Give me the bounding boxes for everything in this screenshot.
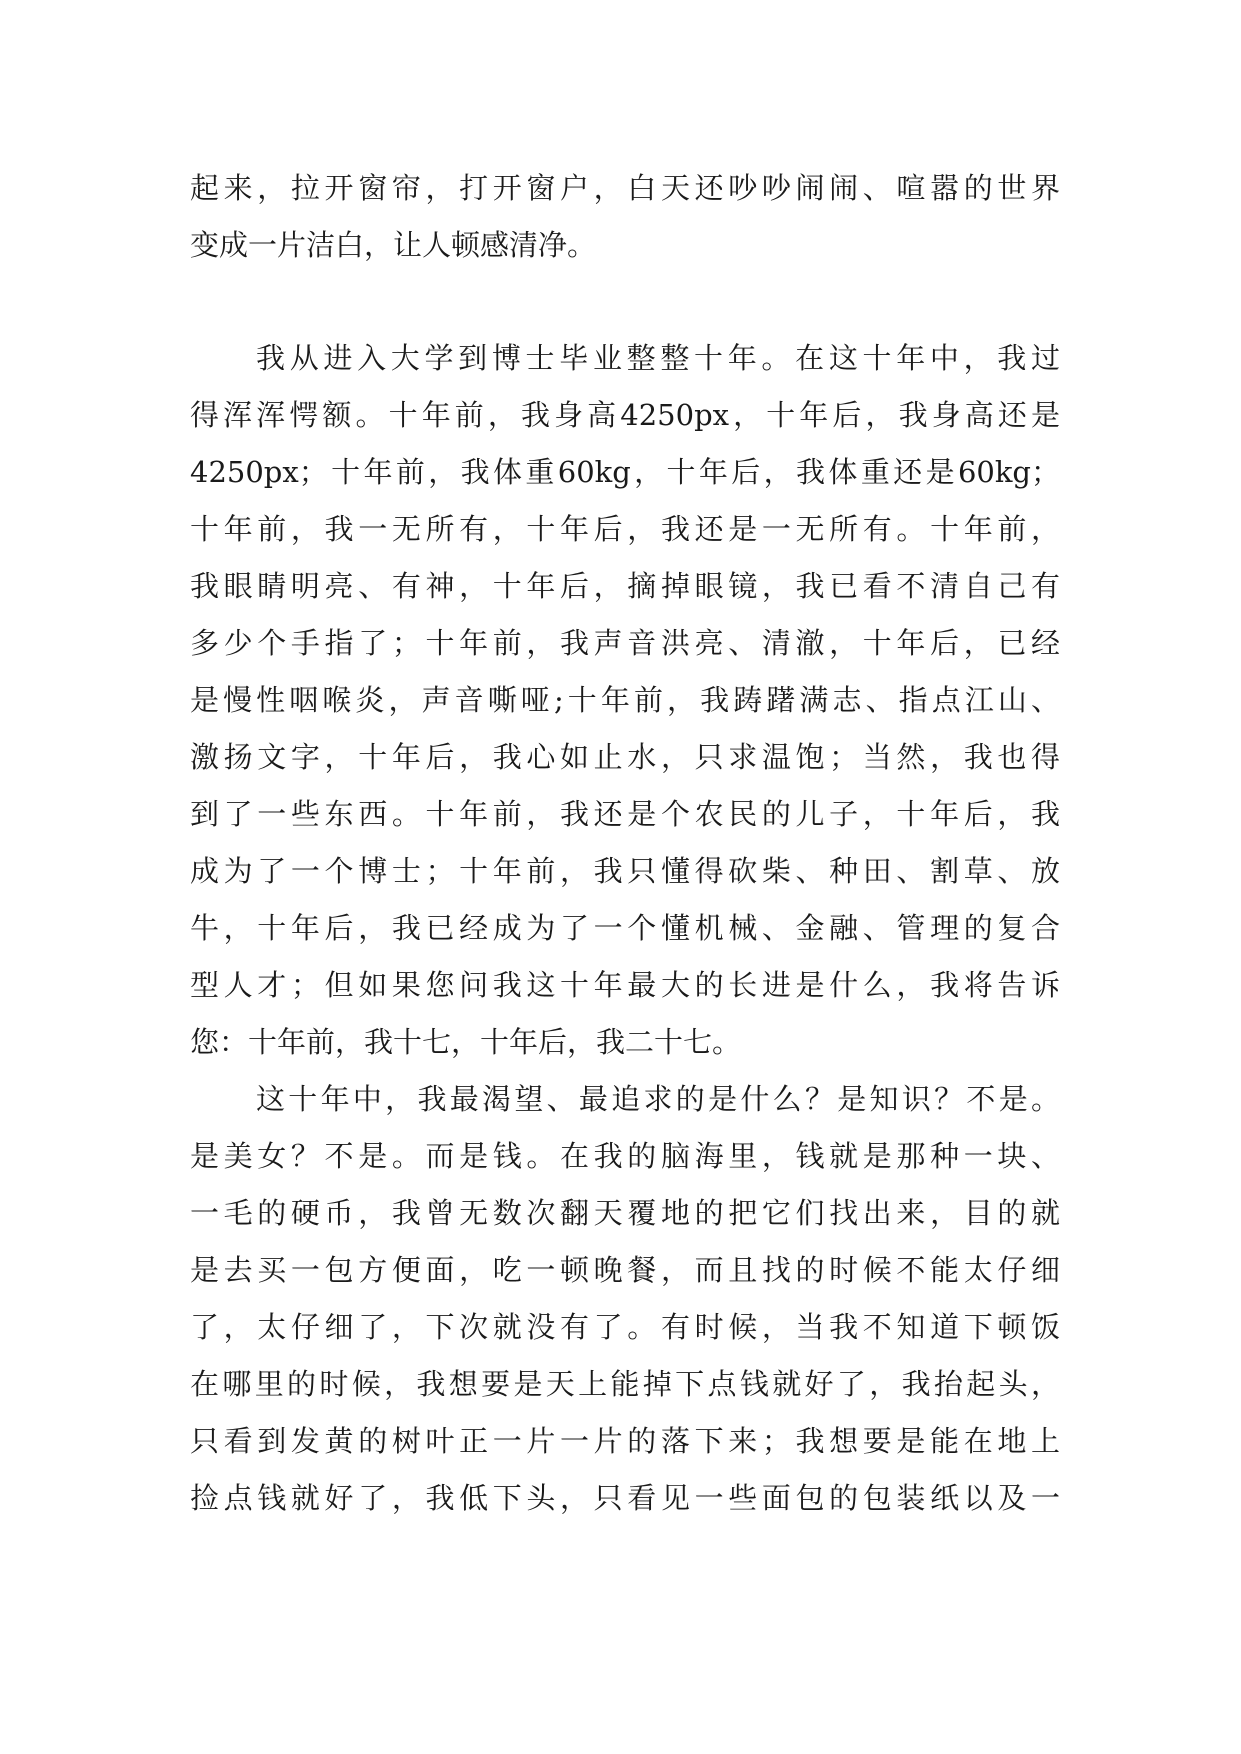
text-line: 十年前，我一无所有，十年后，我还是一无所有。十年前， [190,512,1060,546]
text-line: 您：十年前，我十七，十年后，我二十七。 [190,1025,742,1059]
text-line: 这十年中，我最渴望、最追求的是什么？是知识？不是。 [256,1082,1060,1116]
text-line: 我从进入大学到博士毕业整整十年。在这十年中，我过 [256,341,1060,375]
text-line: 是去买一包方便面，吃一顿晚餐，而且找的时候不能太仔细 [190,1253,1060,1287]
text-line: 到了一些东西。十年前，我还是个农民的儿子，十年后，我 [190,797,1060,831]
text-line: 多少个手指了；十年前，我声音洪亮、清澈，十年后，已经 [190,626,1060,660]
text-line: 一毛的硬币，我曾无数次翻天覆地的把它们找出来，目的就 [190,1196,1060,1230]
text-line: 起来，拉开窗帘，打开窗户，白天还吵吵闹闹、喧嚣的世界 [190,171,1060,205]
text-line: 捡点钱就好了，我低下头，只看见一些面包的包装纸以及一 [190,1481,1060,1515]
paragraph-2 [190,330,1060,1071]
text-line: 型人才；但如果您问我这十年最大的长进是什么，我将告诉 [190,968,1060,1002]
text-line: 是慢性咽喉炎，声音嘶哑;十年前，我踌躇满志、指点江山、 [190,683,1060,717]
text-line: 得浑浑愕额。十年前，我身高4250px，十年后，我身高还是 [190,398,1060,432]
text-line: 变成一片洁白，让人顿感清净。 [190,228,597,262]
text-line: 4250px；十年前，我体重60kg，十年后，我体重还是60kg； [190,455,1060,489]
text-line: 牛，十年后，我已经成为了一个懂机械、金融、管理的复合 [190,911,1060,945]
text-line: 我眼睛明亮、有神，十年后，摘掉眼镜，我已看不清自己有 [190,569,1060,603]
text-line: 只看到发黄的树叶正一片一片的落下来；我想要是能在地上 [190,1424,1060,1458]
paragraph-3 [190,1071,1060,1527]
text-line: 了，太仔细了，下次就没有了。有时候，当我不知道下顿饭 [190,1310,1060,1344]
paragraph-spacer [190,274,1060,330]
text-line: 在哪里的时候，我想要是天上能掉下点钱就好了，我抬起头， [190,1367,1060,1401]
paragraph-1 [190,160,1060,274]
text-line: 成为了一个博士；十年前，我只懂得砍柴、种田、割草、放 [190,854,1060,888]
text-line: 是美女？不是。而是钱。在我的脑海里，钱就是那种一块、 [190,1139,1060,1173]
text-line: 激扬文字，十年后，我心如止水，只求温饱；当然，我也得 [190,740,1060,774]
body-text [190,160,1060,1527]
